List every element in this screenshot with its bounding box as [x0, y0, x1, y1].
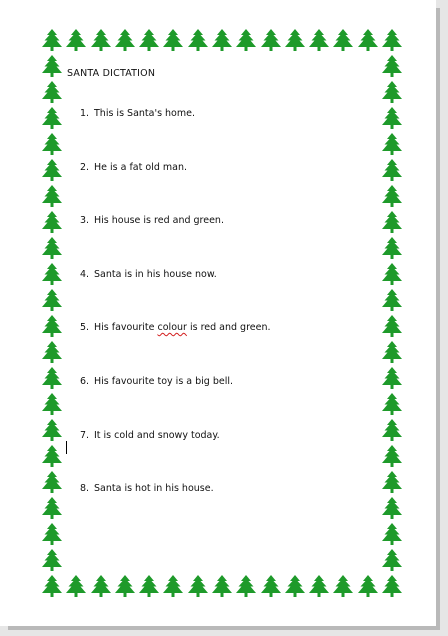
item-text-start: His favourite: [94, 322, 158, 333]
item-text: Santa is hot in his house.: [94, 483, 214, 494]
christmas-tree-icon: [161, 574, 185, 598]
christmas-tree-icon: [40, 158, 64, 182]
christmas-tree-icon: [137, 574, 161, 598]
christmas-tree-icon: [380, 548, 404, 572]
dictation-item-6: [80, 376, 233, 387]
christmas-tree-icon: [89, 574, 113, 598]
christmas-tree-icon: [380, 418, 404, 442]
christmas-tree-icon: [380, 314, 404, 338]
christmas-tree-icon: [40, 132, 64, 156]
christmas-tree-icon: [380, 496, 404, 520]
text-cursor: [66, 441, 67, 454]
christmas-tree-icon: [40, 470, 64, 494]
christmas-tree-icon: [307, 28, 331, 52]
item-text: His house is red and green.: [94, 215, 224, 226]
christmas-tree-icon: [259, 28, 283, 52]
christmas-tree-icon: [40, 54, 64, 78]
dictation-item-7: [80, 430, 220, 441]
christmas-tree-icon: [40, 288, 64, 312]
christmas-tree-icon: [331, 574, 355, 598]
document-title: SANTA DICTATION: [67, 68, 156, 79]
item-number: 1.: [80, 108, 90, 119]
item-text: He is a fat old man.: [94, 162, 187, 173]
christmas-tree-icon: [64, 574, 88, 598]
christmas-tree-icon: [380, 28, 404, 52]
christmas-tree-icon: [40, 184, 64, 208]
christmas-tree-icon: [40, 392, 64, 416]
page-shadow-bottom: [8, 626, 440, 630]
christmas-tree-icon: [40, 106, 64, 130]
christmas-tree-icon: [40, 314, 64, 338]
christmas-tree-icon: [113, 574, 137, 598]
christmas-tree-icon: [259, 574, 283, 598]
christmas-tree-icon: [380, 262, 404, 286]
christmas-tree-icon: [210, 28, 234, 52]
item-text: His favourite toy is a big bell.: [94, 376, 234, 387]
christmas-tree-icon: [161, 28, 185, 52]
christmas-tree-icon: [380, 340, 404, 364]
christmas-tree-icon: [40, 548, 64, 572]
item-text: This is Santa's home.: [94, 108, 195, 119]
christmas-tree-icon: [380, 470, 404, 494]
item-number: 8.: [80, 483, 90, 494]
christmas-tree-icon: [40, 210, 64, 234]
christmas-tree-icon: [283, 574, 307, 598]
christmas-tree-icon: [137, 28, 161, 52]
christmas-tree-icon: [380, 236, 404, 260]
page-shadow-right: [436, 8, 440, 630]
christmas-tree-icon: [307, 574, 331, 598]
christmas-tree-icon: [89, 28, 113, 52]
item-number: 3.: [80, 215, 90, 226]
christmas-tree-icon: [113, 28, 137, 52]
christmas-tree-icon: [40, 262, 64, 286]
christmas-tree-icon: [40, 28, 64, 52]
item-number: 6.: [80, 376, 90, 387]
christmas-tree-icon: [380, 132, 404, 156]
christmas-tree-icon: [380, 444, 404, 468]
christmas-tree-icon: [380, 54, 404, 78]
christmas-tree-icon: [331, 28, 355, 52]
christmas-tree-icon: [40, 236, 64, 260]
item-text: Santa is in his house now.: [94, 269, 217, 280]
item-number: 5.: [80, 322, 90, 333]
item-number: 7.: [80, 430, 90, 441]
christmas-tree-icon: [380, 288, 404, 312]
christmas-tree-icon: [186, 574, 210, 598]
christmas-tree-icon: [283, 28, 307, 52]
christmas-tree-icon: [356, 574, 380, 598]
christmas-tree-icon: [380, 210, 404, 234]
christmas-tree-icon: [40, 444, 64, 468]
christmas-tree-icon: [64, 28, 88, 52]
dictation-item-5: [80, 322, 271, 333]
christmas-tree-icon: [380, 574, 404, 598]
item-text-end: is red and green.: [186, 322, 271, 333]
dictation-item-3: [80, 215, 224, 226]
item-text: It is cold and snowy today.: [94, 430, 220, 441]
christmas-tree-icon: [380, 158, 404, 182]
dictation-item-1: [80, 108, 195, 119]
christmas-tree-icon: [40, 496, 64, 520]
christmas-tree-icon: [380, 80, 404, 104]
christmas-tree-icon: [210, 574, 234, 598]
christmas-tree-icon: [40, 340, 64, 364]
christmas-tree-icon: [234, 28, 258, 52]
spelling-flagged-word[interactable]: colour: [157, 322, 187, 333]
item-number: 2.: [80, 162, 90, 173]
item-number: 4.: [80, 269, 90, 280]
christmas-tree-icon: [380, 392, 404, 416]
dictation-item-4: [80, 269, 217, 280]
christmas-tree-icon: [380, 184, 404, 208]
christmas-tree-icon: [380, 106, 404, 130]
christmas-tree-icon: [40, 418, 64, 442]
christmas-tree-icon: [356, 28, 380, 52]
dictation-item-8: [80, 483, 214, 494]
christmas-tree-icon: [40, 80, 64, 104]
christmas-tree-icon: [40, 574, 64, 598]
christmas-tree-icon: [380, 522, 404, 546]
christmas-tree-icon: [40, 366, 64, 390]
christmas-tree-icon: [234, 574, 258, 598]
dictation-item-2: [80, 162, 187, 173]
christmas-tree-icon: [40, 522, 64, 546]
christmas-tree-icon: [380, 366, 404, 390]
christmas-tree-icon: [186, 28, 210, 52]
